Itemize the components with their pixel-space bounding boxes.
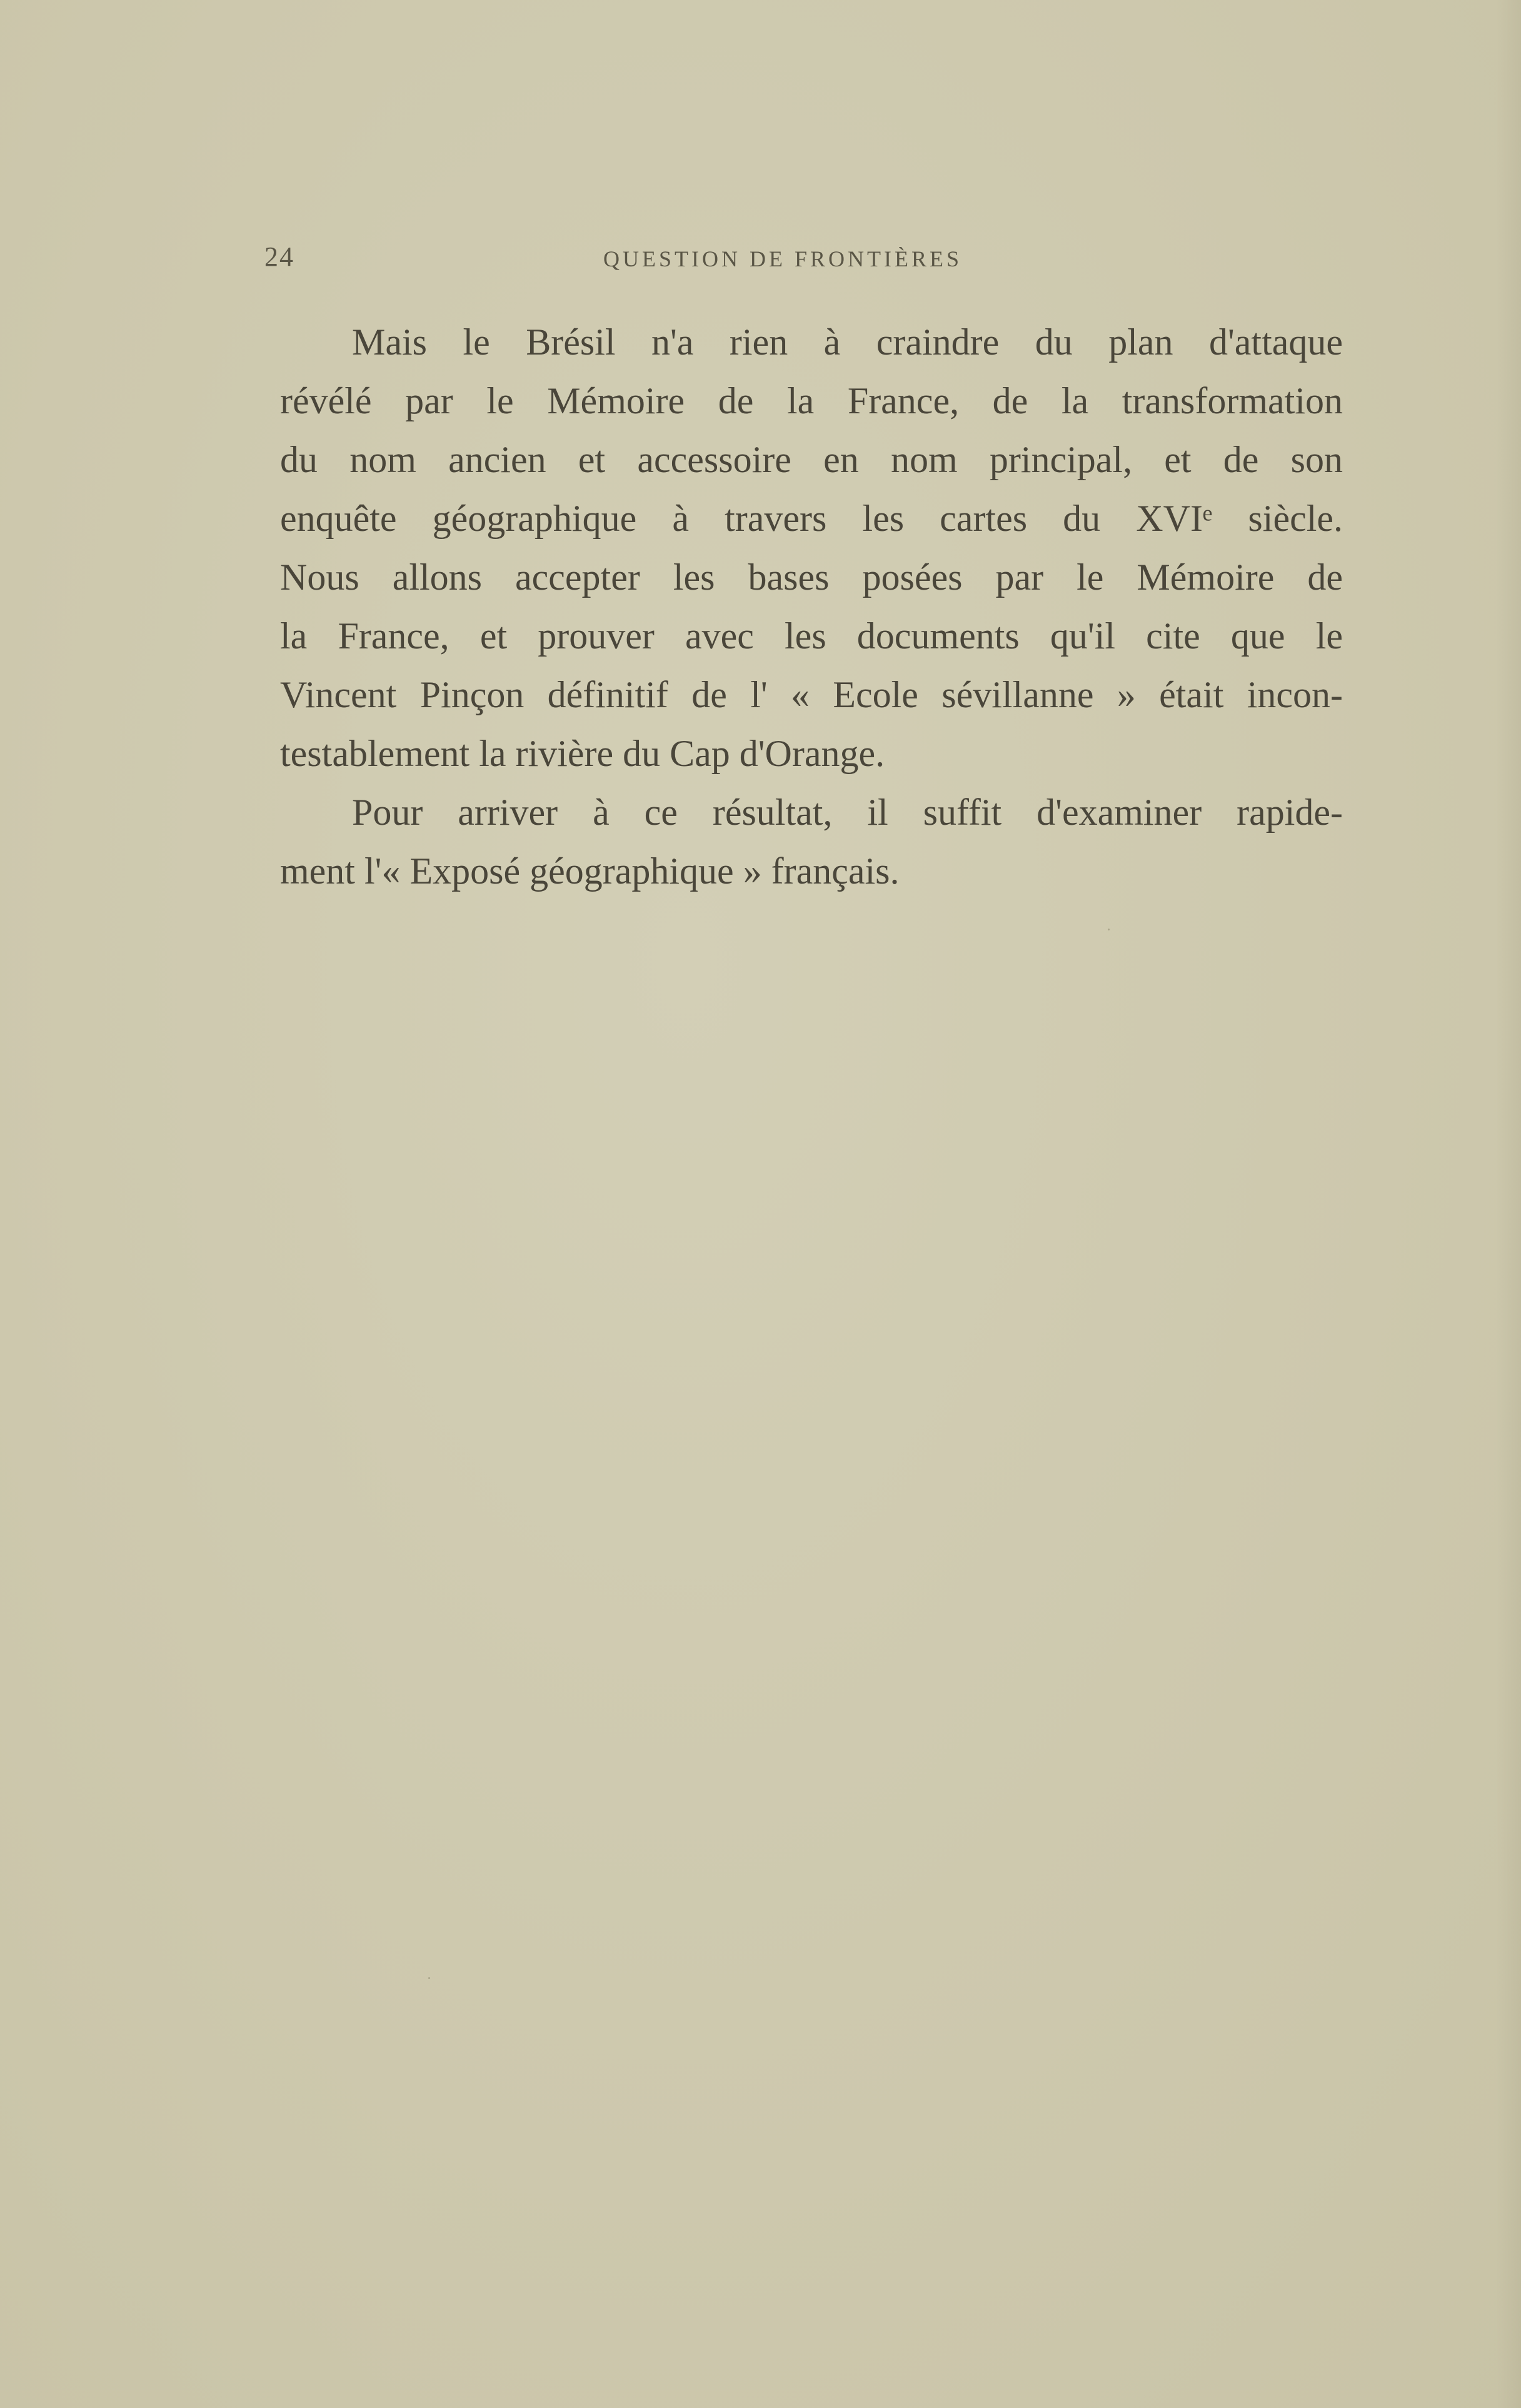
paper-speck [1108, 929, 1110, 930]
text-line: du nom ancien et accessoire en nom principal, et de son [280, 439, 1343, 480]
running-title: QUESTION DE FRONTIÈRES [603, 246, 962, 271]
text-line: Mais le Brésil n'a rien à craindre du plan d'attaque [352, 321, 1343, 363]
text-line: Pour arriver à ce résultat, il suffit d'examiner rapide- [352, 792, 1343, 833]
page-edge [1496, 0, 1521, 2408]
paper-speck [428, 1977, 430, 1979]
text-line: testablement la rivière du Cap d'Orange. [280, 733, 885, 774]
text-line: enquête géographique à travers les cartes du XVIᵉ siècle. [280, 498, 1343, 539]
text-line: ment l'« Exposé géographique » français. [280, 850, 900, 892]
text-line: révélé par le Mémoire de la France, de la transformation [280, 380, 1343, 421]
text-line: la France, et prouver avec les documents qu'il cite que le [280, 615, 1343, 657]
text-line: Nous allons accepter les bases posées par le Mémoire de [280, 557, 1343, 598]
running-head [0, 241, 1521, 278]
page-number: 24 [264, 241, 294, 272]
text-line: Vincent Pinçon définitif de l' « Ecole sévillanne » était incon- [280, 674, 1343, 715]
body-text [280, 313, 1343, 900]
